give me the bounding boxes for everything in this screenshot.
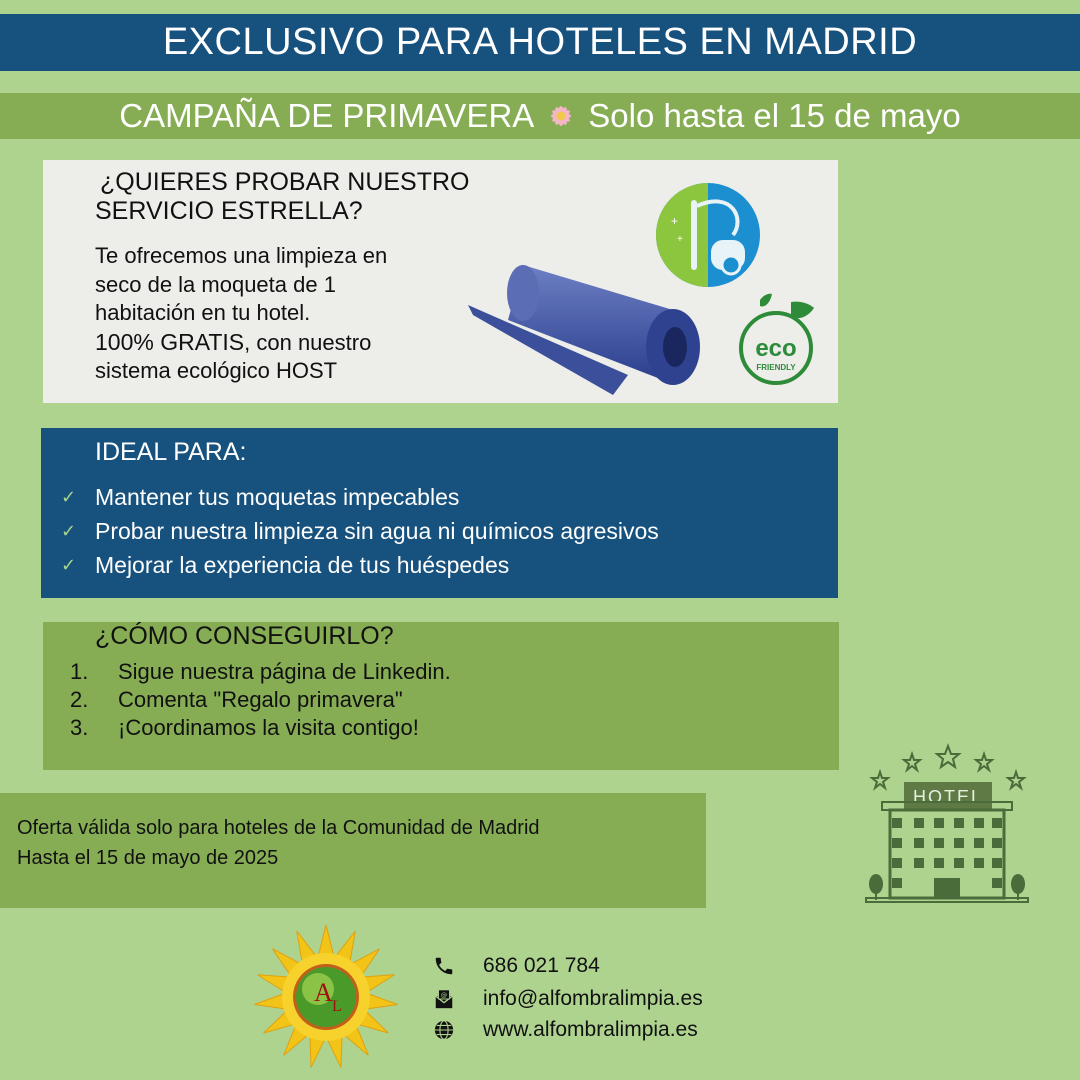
contact-web-row xyxy=(433,1015,698,1045)
validity-box xyxy=(0,793,706,908)
how-to-card xyxy=(43,622,839,770)
offer-highlight: 100% GRATIS xyxy=(95,328,245,355)
how-heading: ¿CÓMO CONSEGUIRLO? xyxy=(95,622,394,650)
logo-letter-a: A xyxy=(314,978,333,1007)
step-text: ¡Coordinamos la visita contigo! xyxy=(118,715,419,740)
globe-icon xyxy=(433,1019,483,1041)
offer-question-line: ¿QUIERES PROBAR NUESTRO xyxy=(100,168,470,196)
eco-friendly-badge xyxy=(736,290,816,390)
company-logo xyxy=(248,922,404,1072)
step-text: Sigue nuestra página de Linkedin. xyxy=(118,659,451,684)
svg-text:+: + xyxy=(671,214,679,228)
offer-card xyxy=(43,160,838,403)
hotel-sign-text: HOTEL xyxy=(912,787,984,807)
friendly-label: FRIENDLY xyxy=(756,363,796,372)
list-item-text: Mantener tus moquetas impecables xyxy=(95,483,460,510)
offer-line: seco de la moqueta de 1 xyxy=(95,271,336,297)
campaign-deadline: Solo hasta el 15 de mayo xyxy=(588,97,961,134)
phone-number[interactable]: 686 021 784 xyxy=(483,954,600,977)
ideal-for-card xyxy=(41,428,838,598)
flower-icon xyxy=(546,101,576,131)
top-banner xyxy=(0,14,1080,71)
validity-line: Hasta el 15 de mayo de 2025 xyxy=(17,847,279,869)
list-item xyxy=(70,658,451,686)
list-item xyxy=(61,548,659,582)
banner-title: EXCLUSIVO PARA HOTELES EN MADRID xyxy=(162,21,918,63)
steps-list xyxy=(70,658,451,742)
check-icon: ✓ xyxy=(61,554,77,575)
vacuum-cleaner-icon xyxy=(653,180,763,290)
logo-letter-l: L xyxy=(332,998,342,1015)
offer-description xyxy=(95,242,387,386)
list-item xyxy=(61,480,659,514)
website-link[interactable]: www.alfombralimpia.es xyxy=(483,1018,698,1041)
ideal-list xyxy=(61,480,659,582)
list-item xyxy=(70,686,451,714)
contact-phone-row xyxy=(433,951,600,981)
ideal-heading: IDEAL PARA: xyxy=(95,438,247,466)
offer-line xyxy=(95,328,387,358)
list-item-text: Mejorar la experiencia de tus huéspedes xyxy=(95,551,510,578)
list-item-text: Probar nuestra limpieza sin agua ni químicos agresivos xyxy=(95,517,659,544)
svg-text:@: @ xyxy=(440,991,448,1000)
offer-question-line: SERVICIO ESTRELLA? xyxy=(95,197,363,225)
validity-line: Oferta válida solo para hoteles de la Comunidad de Madrid xyxy=(17,817,540,839)
phone-icon xyxy=(433,955,483,977)
eco-label: eco xyxy=(755,335,797,362)
offer-line: sistema ecológico HOST xyxy=(95,358,338,383)
svg-text:+: + xyxy=(677,234,683,245)
list-item xyxy=(70,714,451,742)
offer-highlight-rest: , con nuestro xyxy=(244,329,372,355)
hotel-building-icon xyxy=(862,742,1032,912)
email-link[interactable]: info@alfombralimpia.es xyxy=(483,987,703,1010)
check-icon: ✓ xyxy=(61,520,77,541)
campaign-banner xyxy=(0,93,1080,139)
step-text: Comenta "Regalo primavera" xyxy=(118,687,403,712)
contact-email-row xyxy=(433,984,703,1014)
email-icon xyxy=(433,988,483,1010)
list-item xyxy=(61,514,659,548)
offer-line: Te ofrecemos una limpieza en xyxy=(95,243,388,268)
offer-line: habitación en tu hotel. xyxy=(95,300,311,325)
campaign-title: CAMPAÑA DE PRIMAVERA xyxy=(119,97,535,134)
step-number: 1. xyxy=(70,659,89,684)
offer-question xyxy=(95,168,470,226)
step-number: 2. xyxy=(70,687,89,712)
check-icon: ✓ xyxy=(61,486,77,507)
step-number: 3. xyxy=(70,715,89,740)
